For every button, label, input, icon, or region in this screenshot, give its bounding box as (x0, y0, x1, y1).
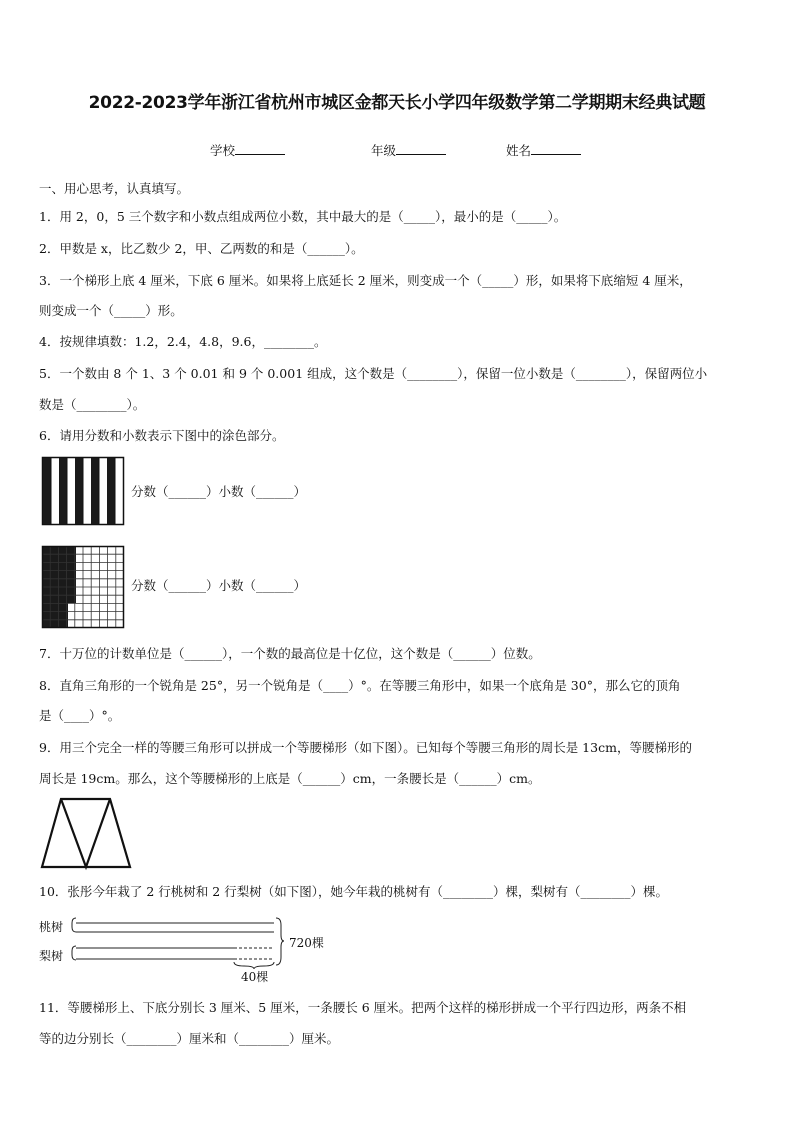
question-4: 4．按规律填数：1.2，2.4，4.8，9.6，________。 (39, 334, 327, 349)
grade-blank[interactable] (396, 142, 446, 155)
question-11-line2: 等的边分别长（________）厘米和（________）厘米。 (39, 1031, 340, 1046)
stripe-shaded-1 (43, 458, 51, 524)
question-9-line1: 9．用三个完全一样的等腰三角形可以拼成一个等腰梯形（如下图）。已知每个等腰三角形的周长是 13cm，等腰梯形的 (39, 740, 692, 755)
question-6-answer-row1: 分数（______）小数（______） (131, 484, 307, 499)
school-field (210, 141, 285, 159)
name-blank[interactable] (531, 142, 581, 155)
hundred-grid-figure (42, 546, 124, 628)
question-11-line1: 11．等腰梯形上、下底分别长 3 厘米、5 厘米，一条腰长 6 厘米。把两个这样的梯形拼成一个平行四边形，两条不相 (39, 1000, 687, 1015)
trapezoid-outline (42, 799, 130, 867)
pear-bracket (72, 946, 76, 960)
difference-label: 40棵 (241, 970, 269, 984)
page-title: 2022-2023学年浙江省杭州市城区金都天长小学四年级数学第二学期期末经典试题 (88, 93, 706, 113)
school-blank[interactable] (235, 142, 285, 155)
question-1: 1．用 2，0，5 三个数字和小数点组成两位小数，其中最大的是（_____），最小的是（_____）。 (39, 209, 567, 224)
name-field (506, 141, 581, 159)
grade-field (371, 141, 446, 159)
stripe-shaded-4 (91, 458, 99, 524)
stripes-figure (42, 457, 124, 525)
stripe-shaded-2 (59, 458, 67, 524)
trapezoid-figure (40, 797, 136, 869)
question-2: 2．甲数是 x，比乙数少 2，甲、乙两数的和是（______）。 (39, 241, 364, 256)
question-8-line1: 8．直角三角形的一个锐角是 25°，另一个锐角是（____）°。在等腰三角形中，如果一个底角是 30°，那么它的顶角 (39, 678, 681, 693)
question-3-line2: 则变成一个（_____）形。 (39, 303, 183, 318)
total-brace (276, 918, 284, 965)
question-7: 7．十万位的计数单位是（______），一个数的最高位是十亿位，这个数是（______）位数。 (39, 646, 541, 661)
school-label: 学校 (210, 143, 236, 158)
question-9-line2: 周长是 19cm。那么，这个等腰梯形的上底是（______）cm，一条腰长是（______）cm。 (39, 771, 541, 786)
section-heading: 一、用心思考，认真填写。 (39, 181, 190, 196)
question-8-line2: 是（____）°。 (39, 708, 121, 723)
total-label: 720棵 (289, 936, 324, 950)
grade-label: 年级 (371, 143, 397, 158)
name-label: 姓名 (506, 143, 532, 158)
stripe-shaded-5 (107, 458, 115, 524)
peach-label: 桃树 (39, 920, 64, 934)
question-3-line1: 3．一个梯形上底 4 厘米，下底 6 厘米。如果将上底延长 2 厘米，则变成一个（_____）形，如果将下底缩短 4 厘米， (39, 273, 692, 288)
question-6: 6．请用分数和小数表示下图中的涂色部分。 (39, 428, 285, 443)
trapezoid-inner-lines (61, 799, 110, 867)
tree-line-diagram (68, 915, 288, 971)
question-5-line2: 数是（________）。 (39, 397, 146, 412)
peach-bracket (72, 918, 76, 932)
question-10: 10．张彤今年栽了 2 行桃树和 2 行梨树（如下图），她今年栽的桃树有（________）棵，梨树有（________）棵。 (39, 884, 668, 899)
question-5-line1: 5．一个数由 8 个 1、3 个 0.01 和 9 个 0.001 组成，这个数是（________），保留一位小数是（________），保留两位小 (39, 366, 708, 381)
question-6-answer-row2: 分数（______）小数（______） (131, 578, 307, 593)
pear-label: 梨树 (39, 949, 64, 963)
stripe-shaded-3 (75, 458, 83, 524)
